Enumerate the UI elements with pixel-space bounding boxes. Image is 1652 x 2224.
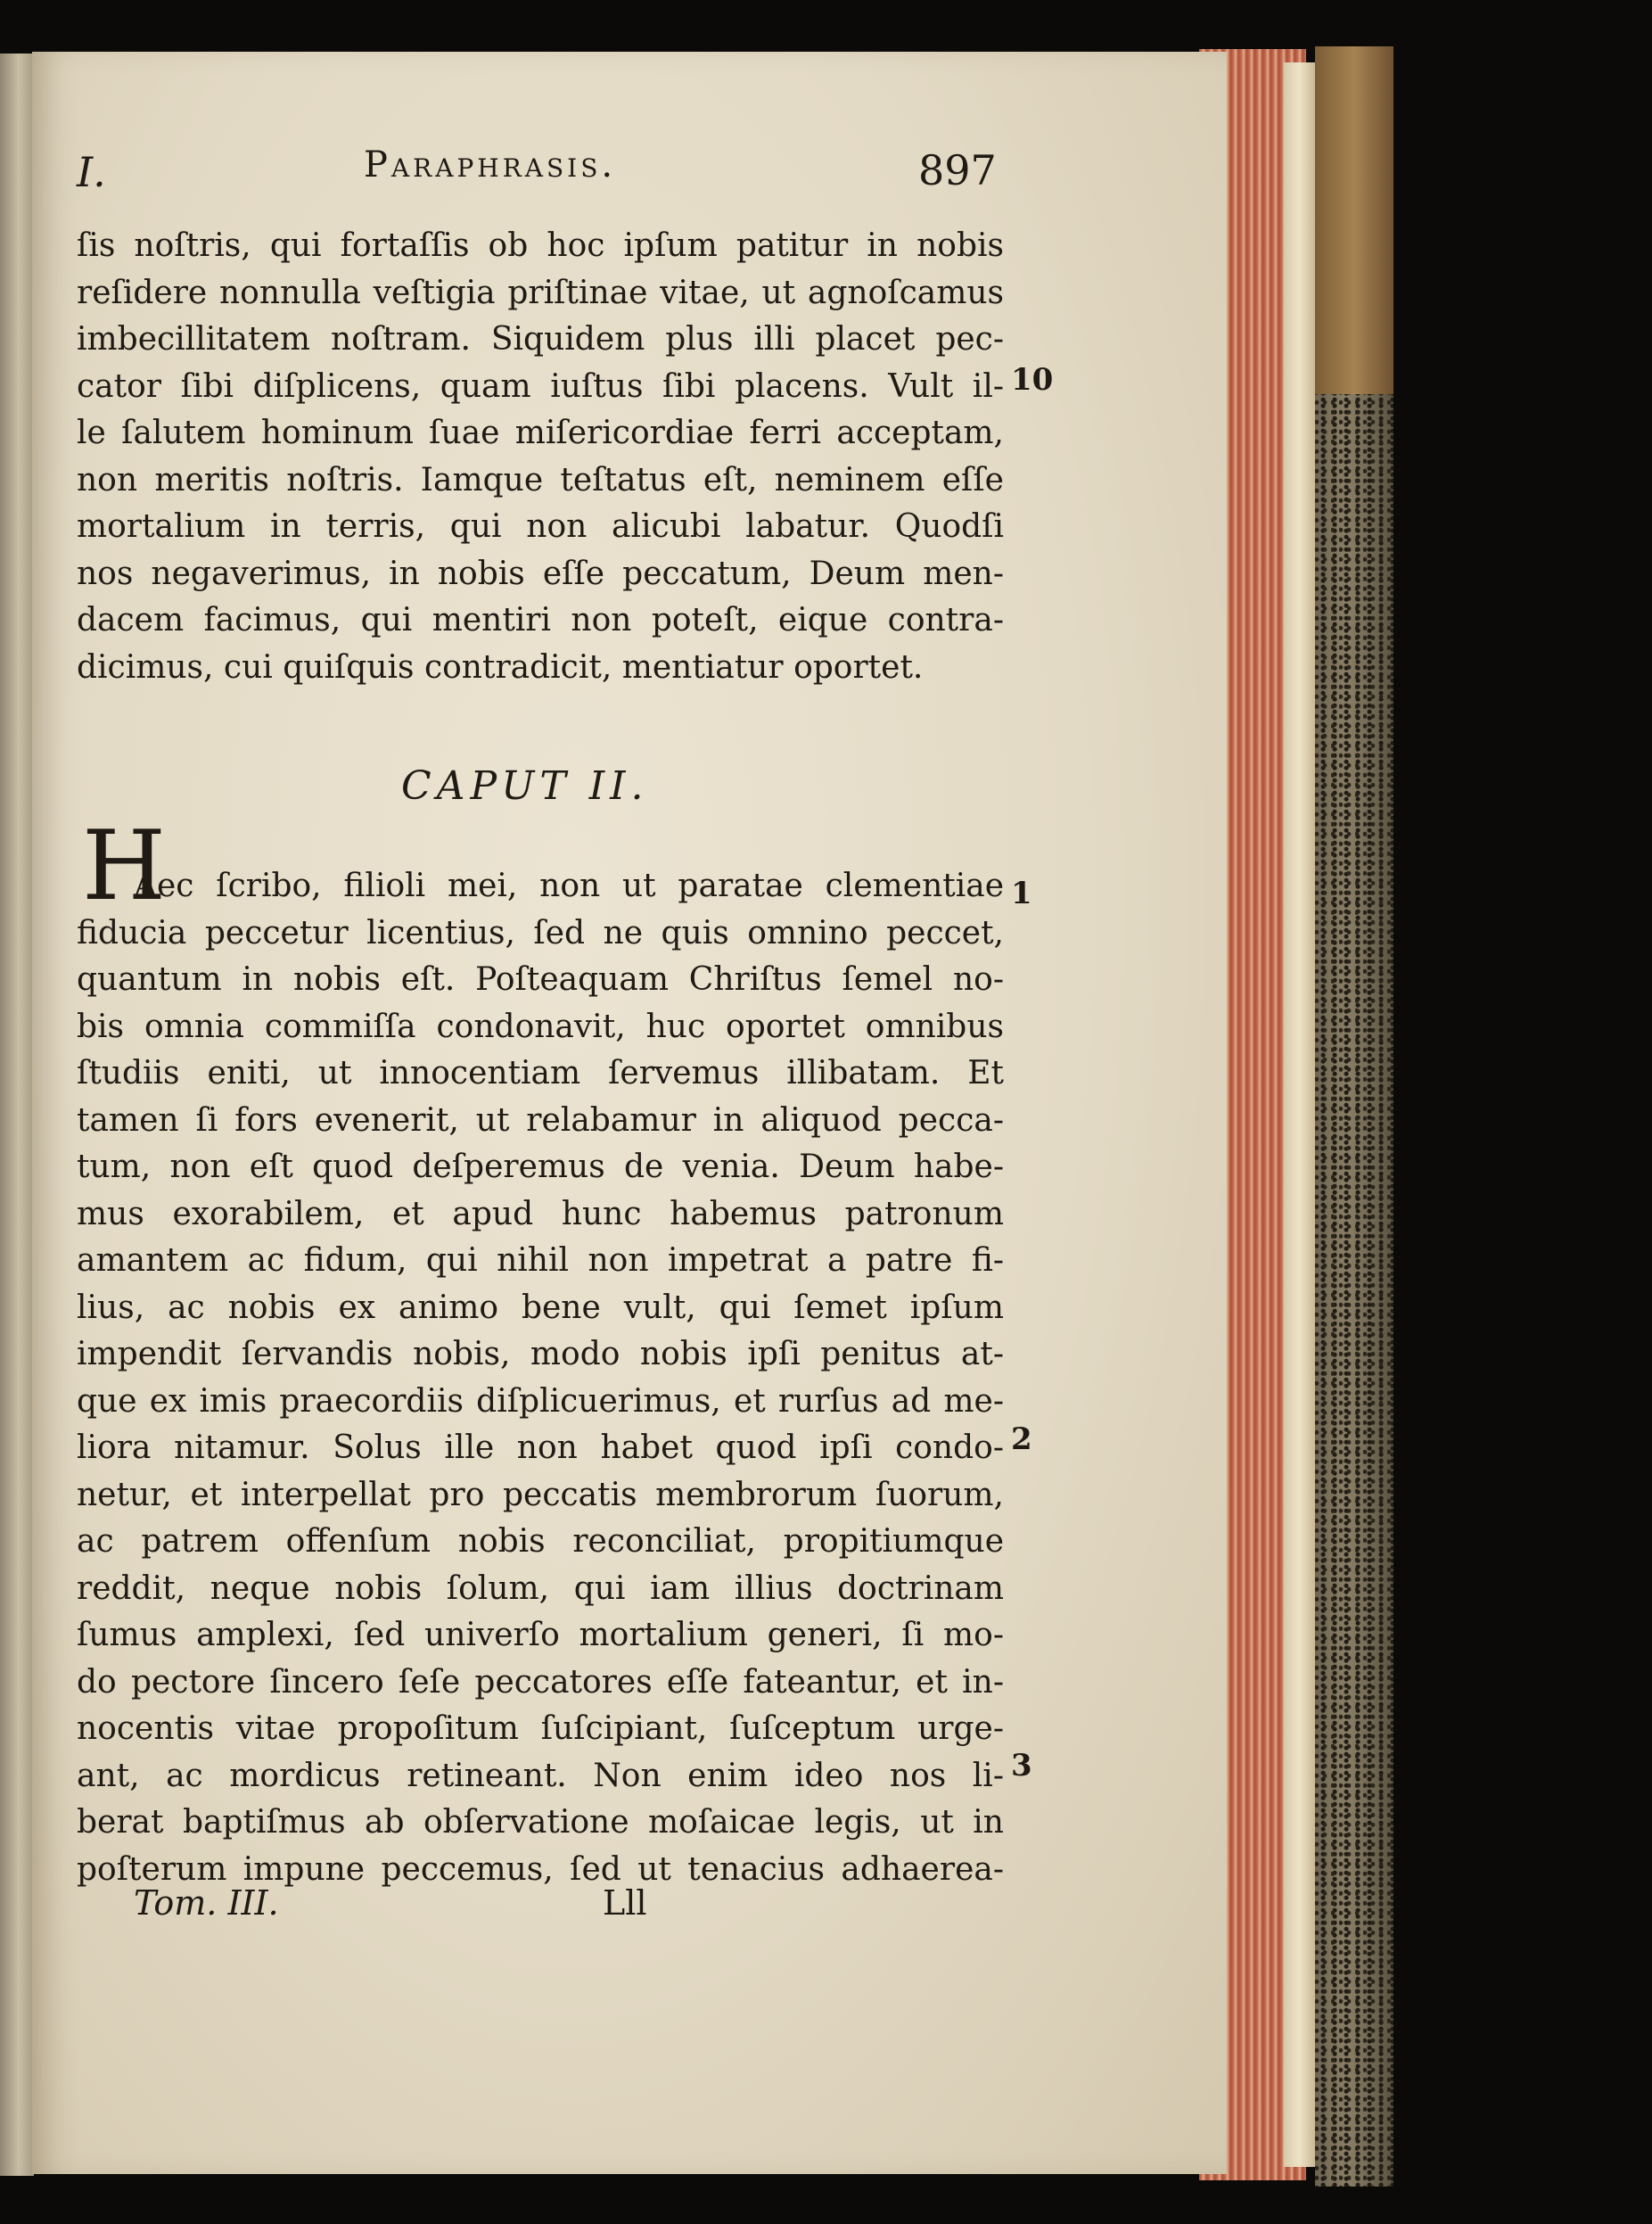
drop-cap: H xyxy=(82,811,167,922)
text-line: non meritis noſtris. Iamque teſtatus eſt, neminem eſſe xyxy=(77,461,1004,498)
margin-verse-number: 1 xyxy=(1011,876,1032,911)
left-page-edge xyxy=(0,54,34,2176)
book-cover-leather xyxy=(1315,46,1393,394)
text-line: berat baptiſmus ab obſervatione moſaicae legis, ut in xyxy=(77,1804,1004,1841)
text-line: ſis noſtris, qui fortaſſis ob hoc ipſum patitur in nobis xyxy=(77,227,1004,264)
text-line: mus exorabilem, et apud hunc habemus patronum xyxy=(77,1195,1004,1232)
text-line: tum, non eſt quod deſperemus de venia. Deum habe- xyxy=(77,1149,1004,1185)
text-line: bis omnia commiſſa condonavit, huc oportet omnibus xyxy=(77,1008,1004,1045)
footer-signature-mark: Lll xyxy=(603,1883,647,1923)
text-line: que ex imis praecordiis diſplicuerimus, et rurſus ad me- xyxy=(77,1382,1004,1420)
chapter-heading: CAPUT II. xyxy=(401,763,649,809)
paragraph-1 xyxy=(77,223,1004,691)
text-line: lius, ac nobis ex animo bene vult, qui ſemet ipſum xyxy=(77,1289,1004,1326)
text-line: netur, et interpellat pro peccatis membrorum ſuorum, xyxy=(77,1476,1004,1513)
text-line: impendit ſervandis nobis, modo nobis ipſi penitus at- xyxy=(77,1336,1004,1372)
margin-verse-number: 10 xyxy=(1011,362,1054,398)
text-line: do pectore ſincero ſeſe peccatores eſſe fateantur, et in- xyxy=(77,1663,1004,1701)
text-line: liora nitamur. Solus ille non habet quod ipſi condo- xyxy=(77,1429,1004,1466)
text-line: nocentis vitae propoſitum ſuſcipiant, ſuſceptum urge- xyxy=(77,1710,1004,1747)
text-line: dicimus, cui quiſquis contradicit, mentiatur oportet. xyxy=(77,648,924,686)
text-line: nos negaverimus, in nobis eſſe peccatum, Deum men- xyxy=(77,555,1004,592)
text-line: amantem ac fidum, qui nihil non impetrat a patre fi- xyxy=(77,1242,1004,1279)
text-line: tamen ſi fors evenerit, ut relabamur in aliquod pecca- xyxy=(77,1101,1004,1139)
text-line: le ſalutem hominum ſuae miſericordiae ferri acceptam, xyxy=(77,415,1004,451)
header-chapter-number: I. xyxy=(77,148,106,196)
text-line: ant, ac mordicus retineant. Non enim ideo nos li- xyxy=(77,1757,1004,1794)
text-line: poſterum impune peccemus, ſed ut tenacius adhaerea- xyxy=(77,1850,1004,1888)
text-line: quantum in nobis eſt. Poſteaquam Chriſtus ſemel no- xyxy=(77,961,1004,998)
text-line: ſumus amplexi, ſed univerſo mortalium generi, ſi mo- xyxy=(77,1617,1004,1653)
margin-verse-number: 2 xyxy=(1011,1421,1032,1457)
text-line: cator ſibi diſplicens, quam iuſtus ſibi placens. Vult il- xyxy=(77,367,1004,405)
running-title: Paraphrasis. xyxy=(364,144,617,185)
text-line: reddit, neque nobis ſolum, qui iam illius doctrinam xyxy=(77,1569,1004,1607)
footer-volume: Tom. III. xyxy=(134,1883,279,1923)
text-line: fiducia peccetur licentius, ſed ne quis omnino peccet, xyxy=(77,914,1004,951)
page-number: 897 xyxy=(918,146,997,194)
text-line: imbecillitatem noſtram. Siquidem plus illi placet pec- xyxy=(77,321,1004,358)
page-edge-light xyxy=(1284,62,1315,2167)
paragraph-2 xyxy=(77,863,1004,1893)
text-line: ac patrem offenſum nobis reconciliat, propitiumque xyxy=(77,1523,1004,1560)
text-line: reſidere nonnulla veſtigia priſtinae vitae, ut agnoſcamus xyxy=(77,274,1004,311)
text-line: Aec ſcribo, filioli mei, non ut paratae clementiae xyxy=(134,868,1004,904)
text-line: dacem facimus, qui mentiri non poteſt, eique contra- xyxy=(77,602,1004,638)
margin-verse-number: 3 xyxy=(1011,1748,1032,1783)
text-line: ſtudiis eniti, ut innocentiam ſervemus illibatam. Et xyxy=(77,1055,1004,1091)
text-line: mortalium in terris, qui non alicubi labatur. Quodſi xyxy=(77,508,1004,545)
